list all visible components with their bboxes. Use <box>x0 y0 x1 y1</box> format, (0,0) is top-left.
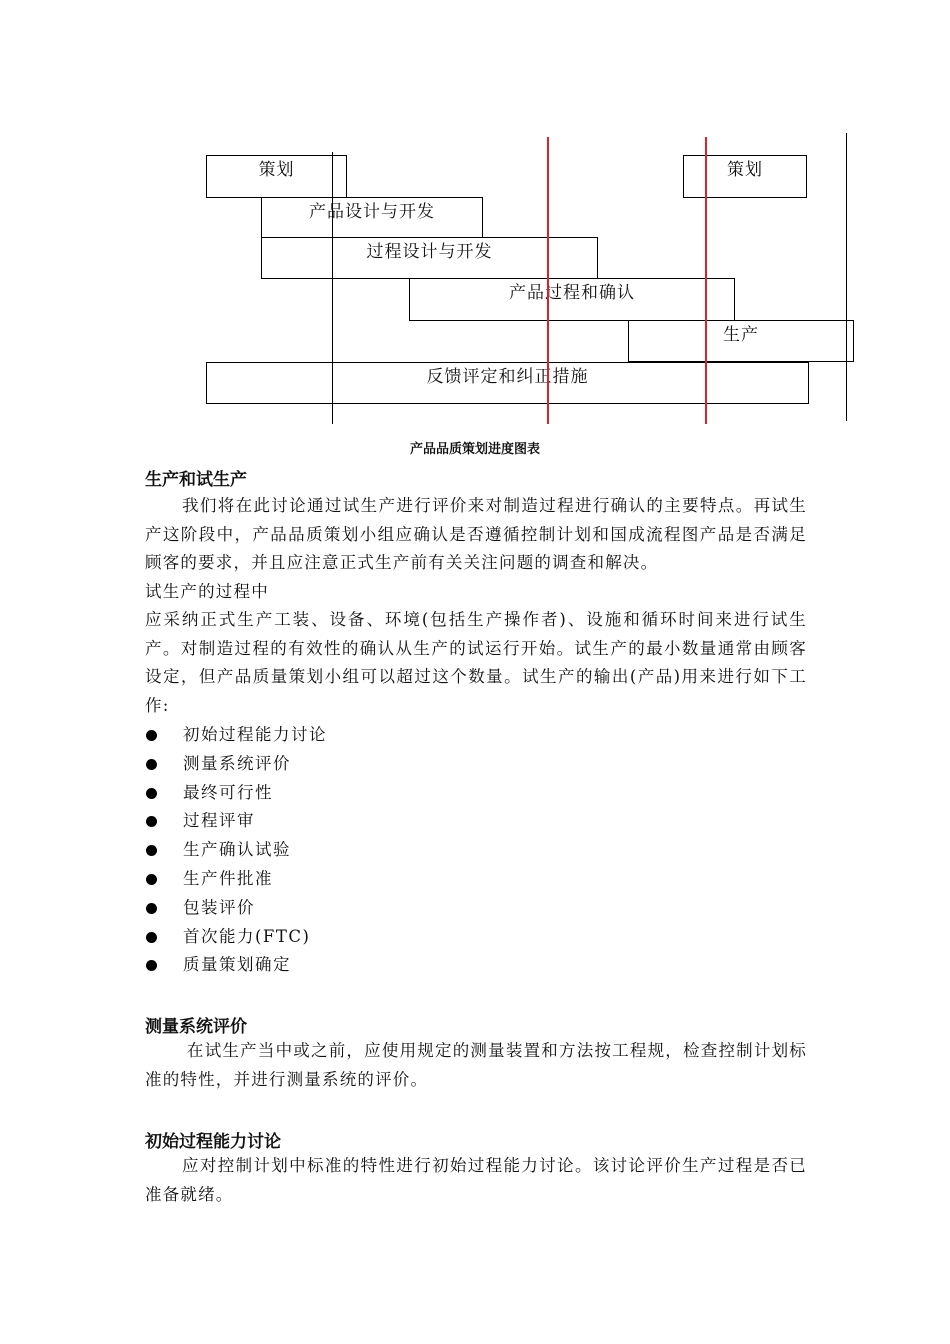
list-item <box>145 836 327 865</box>
bar-label: 过程设计与开发 <box>366 242 493 262</box>
paragraph-capability: 应对控制计划中标准的特性进行初始过程能力讨论。该讨论评价生产过程是否已准备就绪。 <box>145 1156 807 1204</box>
list-item <box>145 865 327 894</box>
list-item-text: 质量策划确定 <box>183 955 291 975</box>
bar-planning-2 <box>683 155 807 198</box>
bullet-icon <box>146 874 157 885</box>
list-item <box>145 894 327 923</box>
list-item <box>145 779 327 808</box>
bullet-icon <box>146 816 157 827</box>
current-line-2 <box>705 137 707 424</box>
bullet-icon <box>146 845 157 856</box>
list-item-text: 生产确认试验 <box>183 840 291 860</box>
bullet-icon <box>146 730 157 741</box>
list-item-text: 包装评价 <box>183 897 255 917</box>
paragraph-trial-intro: 我们将在此讨论通过试生产进行评价来对制造过程进行确认的主要特点。再试生产这阶段中，产品品质策划小组应确认是否遵循控制计划和国成流程图产品是否满足顾客的要求，并且应注意正式生产前有关关注问题的调查和解决。 <box>145 496 807 572</box>
bullet-icon <box>146 788 157 799</box>
bullet-icon <box>146 932 157 943</box>
bar-feedback <box>206 362 809 404</box>
list-item <box>145 807 327 836</box>
paragraph-msa: 在试生产当中或之前，应使用规定的测量装置和方法按工程规，检查控制计划标准的特性，并进行测量系统的评价。 <box>145 1041 807 1089</box>
list-item-text: 测量系统评价 <box>183 753 291 773</box>
bar-validation <box>409 278 735 321</box>
phase-line-2 <box>846 133 847 421</box>
list-item <box>145 951 327 980</box>
heading-capability: 初始过程能力讨论 <box>145 1132 281 1152</box>
bar-product-design <box>261 197 483 238</box>
heading-trial-production: 生产和试生产 <box>145 470 247 490</box>
paragraph-trial-details: 应采纳正式生产工装、设备、环境(包括生产操作者)、设施和循环时间来进行试生产。对制造过程的有效性的确认从生产的试运行开始。试生产的最小数量通常由顾客设定，但产品质量策划小组可以超过这个数量。试生产的输出(产品)用来进行如下工作: <box>145 610 807 715</box>
bar-label: 生产 <box>723 325 759 345</box>
list-item-text: 过程评审 <box>183 811 255 831</box>
bar-label: 策划 <box>727 160 763 180</box>
output-list <box>145 721 327 980</box>
bar-label: 反馈评定和纠正措施 <box>426 367 589 387</box>
list-item-text: 最终可行性 <box>183 782 273 802</box>
bullet-icon <box>146 960 157 971</box>
current-line-1 <box>547 137 549 424</box>
list-item-text: 生产件批准 <box>183 868 273 888</box>
heading-msa: 测量系统评价 <box>145 1017 247 1037</box>
phase-line-1 <box>332 152 333 424</box>
list-item-text: 首次能力(FTC) <box>183 926 311 946</box>
list-item <box>145 923 327 952</box>
paragraph-trial-process: 试生产的过程中 <box>145 582 269 601</box>
bar-label: 产品设计与开发 <box>309 202 435 222</box>
bar-production <box>628 320 854 362</box>
bullet-icon <box>146 903 157 914</box>
bullet-icon <box>146 759 157 770</box>
list-item <box>145 750 327 779</box>
bar-label: 策划 <box>258 160 295 180</box>
list-item-text: 初始过程能力讨论 <box>183 725 327 744</box>
bar-label: 产品过程和确认 <box>509 283 635 303</box>
chart-caption: 产品品质策划进度图表 <box>409 442 540 457</box>
list-item <box>145 721 327 750</box>
bar-planning-1 <box>206 155 347 198</box>
